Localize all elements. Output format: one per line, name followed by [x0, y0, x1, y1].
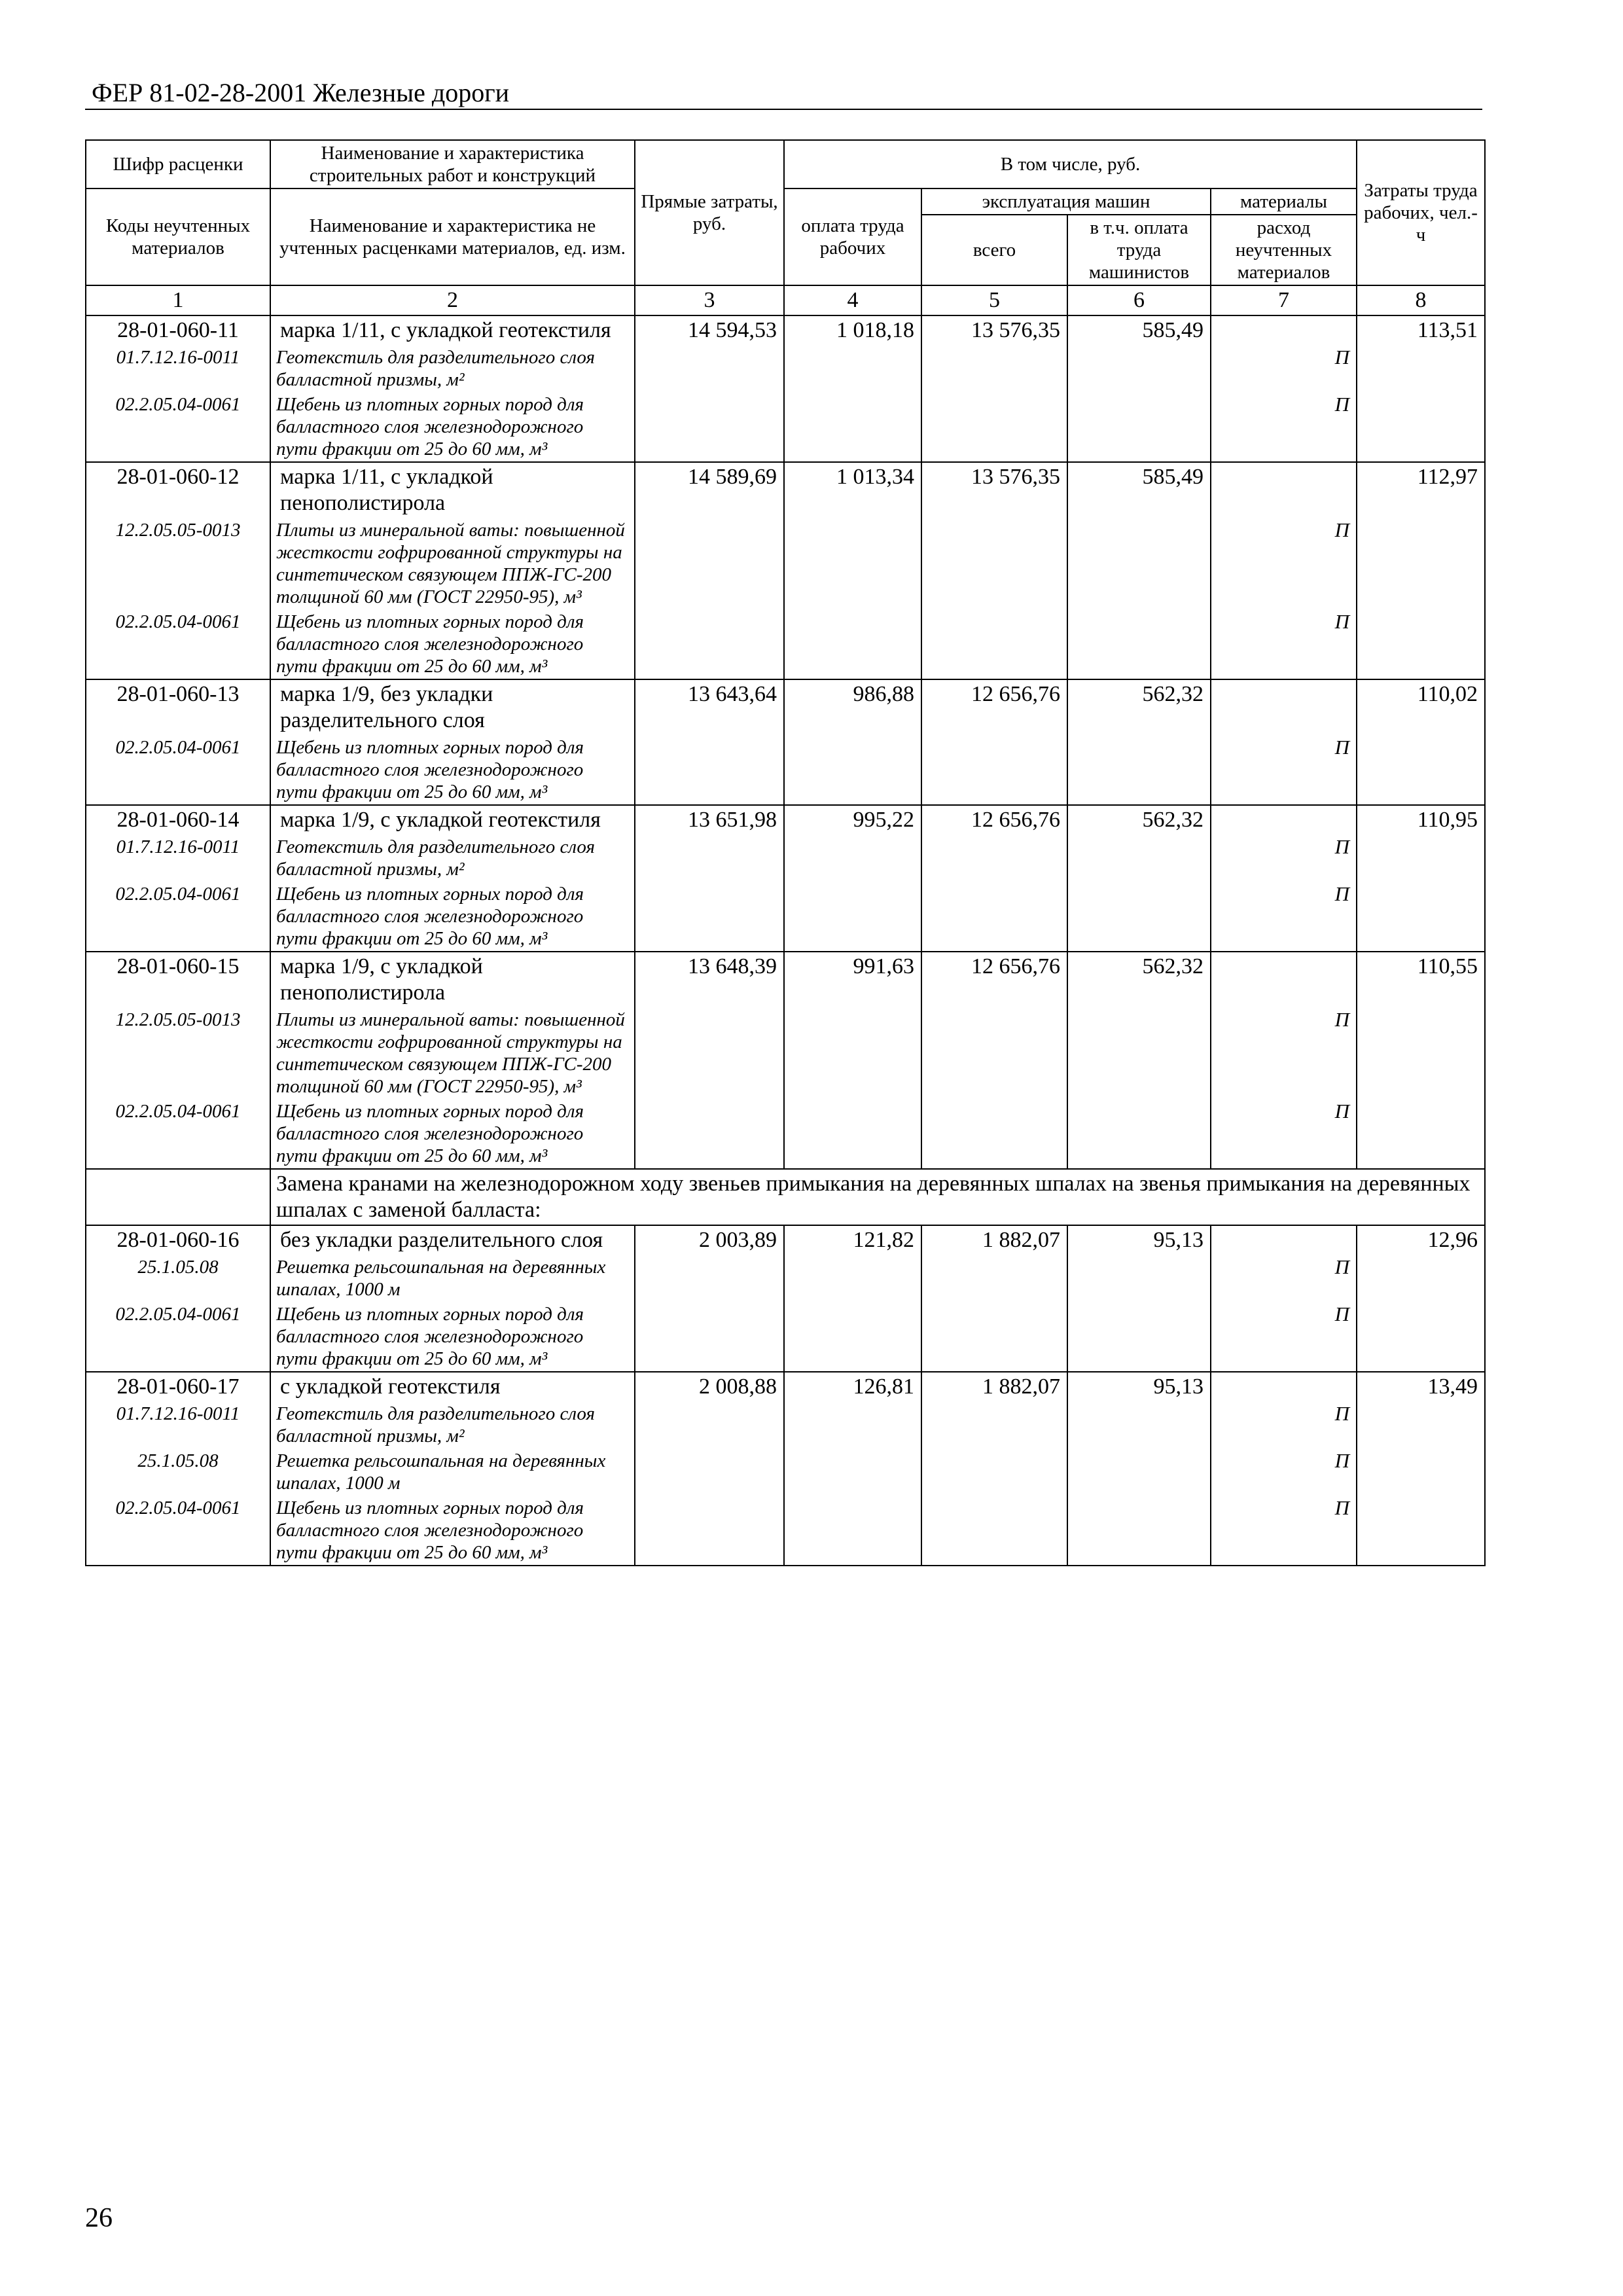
empty-cell: [921, 345, 1067, 392]
empty-cell: [635, 882, 784, 952]
machinist-wage: 562,32: [1067, 679, 1211, 735]
wage-cost: 991,63: [784, 952, 921, 1007]
material-row: [86, 1401, 1485, 1448]
empty-cell: [1357, 1007, 1485, 1099]
wage-cost: 126,81: [784, 1372, 921, 1401]
empty-cell: [635, 1302, 784, 1372]
empty-cell: [1357, 1255, 1485, 1302]
material-name: Геотекстиль для разделительного слоя балластной призмы, м²: [270, 1401, 635, 1448]
empty-cell: [635, 1448, 784, 1496]
empty-cell: [1357, 1448, 1485, 1496]
header-materials-consumption: расход неучтенных материалов: [1211, 215, 1357, 285]
empty-cell: [1067, 834, 1211, 882]
material-row: [86, 735, 1485, 805]
materials-cell: [1211, 952, 1357, 1007]
empty-cell: [1357, 609, 1485, 679]
material-name: Щебень из плотных горных пород для балластного слоя железнодорожного пути фракции от 25 до 60 мм, м³: [270, 392, 635, 462]
empty-cell: [921, 735, 1067, 805]
empty-cell: [1067, 1496, 1211, 1566]
empty-cell: [635, 518, 784, 609]
empty-cell: [1357, 882, 1485, 952]
rate-name: без укладки разделительного слоя: [270, 1225, 635, 1255]
machine-cost: 12 656,76: [921, 952, 1067, 1007]
materials-cell: [1211, 1372, 1357, 1401]
empty-cell: [784, 735, 921, 805]
rate-name: марка 1/9, без укладки разделительного слоя: [270, 679, 635, 735]
empty-cell: [784, 345, 921, 392]
column-number: 4: [784, 285, 921, 315]
machine-cost: 1 882,07: [921, 1372, 1067, 1401]
empty-cell: [635, 1255, 784, 1302]
wage-cost: 986,88: [784, 679, 921, 735]
direct-costs: 13 643,64: [635, 679, 784, 735]
rate-code: 28-01-060-11: [86, 315, 270, 345]
rate-row: [86, 952, 1485, 1007]
labor-cost: 110,55: [1357, 952, 1485, 1007]
empty-cell: [921, 1255, 1067, 1302]
machinist-wage: 95,13: [1067, 1225, 1211, 1255]
material-code: 01.7.12.16-0011: [86, 1401, 270, 1448]
column-number: 6: [1067, 285, 1211, 315]
material-code: 12.2.05.05-0013: [86, 1007, 270, 1099]
material-name: Плиты из минеральной ваты: повышенной жесткости гофрированной структуры на синтетическом связующем ППЖ-ГС-200 толщиной 60 мм (ГОСТ 22950-95), м³: [270, 1007, 635, 1099]
material-row: [86, 1099, 1485, 1169]
header-code: Шифр расценки: [86, 140, 270, 188]
material-consumption: П: [1211, 1401, 1357, 1448]
column-numbers-row: [86, 285, 1485, 315]
empty-cell: [784, 518, 921, 609]
empty-cell: [921, 834, 1067, 882]
column-number: 1: [86, 285, 270, 315]
empty-cell: [635, 1007, 784, 1099]
header-incl-wage: в т.ч. оплата труда машинистов: [1067, 215, 1211, 285]
empty-cell: [1067, 609, 1211, 679]
materials-cell: [1211, 315, 1357, 345]
material-row: [86, 609, 1485, 679]
labor-cost: 113,51: [1357, 315, 1485, 345]
column-number: 2: [270, 285, 635, 315]
empty-cell: [1357, 1302, 1485, 1372]
material-row: [86, 518, 1485, 609]
column-number: 7: [1211, 285, 1357, 315]
empty-cell: [1067, 518, 1211, 609]
empty-cell: [784, 1302, 921, 1372]
empty-cell: [1357, 1496, 1485, 1566]
empty-cell: [1067, 1448, 1211, 1496]
empty-cell: [921, 1401, 1067, 1448]
empty-cell: [921, 518, 1067, 609]
header-total: всего: [921, 215, 1067, 285]
empty-cell: [784, 882, 921, 952]
material-row: [86, 1302, 1485, 1372]
machinist-wage: 585,49: [1067, 462, 1211, 518]
empty-cell: [921, 1302, 1067, 1372]
rate-row: [86, 315, 1485, 345]
empty-cell: [1067, 1302, 1211, 1372]
empty-cell: [635, 609, 784, 679]
rate-name: с укладкой геотекстиля: [270, 1372, 635, 1401]
empty-cell: [635, 1496, 784, 1566]
material-row: [86, 1496, 1485, 1566]
material-name: Щебень из плотных горных пород для балластного слоя железнодорожного пути фракции от 25 до 60 мм, м³: [270, 609, 635, 679]
rate-code: 28-01-060-14: [86, 805, 270, 834]
materials-cell: [1211, 805, 1357, 834]
empty-cell: [1067, 1255, 1211, 1302]
material-consumption: П: [1211, 834, 1357, 882]
material-code: 02.2.05.04-0061: [86, 392, 270, 462]
materials-cell: [1211, 462, 1357, 518]
empty-cell: [1357, 1099, 1485, 1169]
material-row: [86, 1007, 1485, 1099]
empty-cell: [784, 392, 921, 462]
material-consumption: П: [1211, 882, 1357, 952]
material-consumption: П: [1211, 1099, 1357, 1169]
empty-cell: [921, 1448, 1067, 1496]
material-row: [86, 834, 1485, 882]
section-code-empty: [86, 1169, 270, 1225]
material-code: 02.2.05.04-0061: [86, 1099, 270, 1169]
material-name: Геотекстиль для разделительного слоя балластной призмы, м²: [270, 345, 635, 392]
rates-table: [85, 139, 1486, 1566]
header-wage: оплата труда рабочих: [784, 188, 921, 285]
empty-cell: [635, 392, 784, 462]
empty-cell: [1357, 392, 1485, 462]
rate-code: 28-01-060-16: [86, 1225, 270, 1255]
material-consumption: П: [1211, 392, 1357, 462]
empty-cell: [1067, 345, 1211, 392]
empty-cell: [921, 1007, 1067, 1099]
material-code: 02.2.05.04-0061: [86, 1302, 270, 1372]
material-name: Геотекстиль для разделительного слоя балластной призмы, м²: [270, 834, 635, 882]
rate-name: марка 1/9, с укладкой геотекстиля: [270, 805, 635, 834]
machinist-wage: 585,49: [1067, 315, 1211, 345]
empty-cell: [921, 392, 1067, 462]
machinist-wage: 562,32: [1067, 805, 1211, 834]
empty-cell: [1357, 735, 1485, 805]
material-code: 25.1.05.08: [86, 1448, 270, 1496]
empty-cell: [784, 1007, 921, 1099]
empty-cell: [784, 1448, 921, 1496]
rate-row: [86, 679, 1485, 735]
header-including: В том числе, руб.: [784, 140, 1357, 188]
rate-code: 28-01-060-17: [86, 1372, 270, 1401]
empty-cell: [784, 1255, 921, 1302]
labor-cost: 110,02: [1357, 679, 1485, 735]
header-missing-name: Наименование и характеристика не учтенных расценками материалов, ед. изм.: [270, 188, 635, 285]
labor-cost: 110,95: [1357, 805, 1485, 834]
wage-cost: 121,82: [784, 1225, 921, 1255]
rate-row: [86, 1225, 1485, 1255]
labor-cost: 13,49: [1357, 1372, 1485, 1401]
empty-cell: [1357, 518, 1485, 609]
header-machines: эксплуатация машин: [921, 188, 1211, 215]
machine-cost: 13 576,35: [921, 462, 1067, 518]
rate-name: марка 1/11, с укладкой геотекстиля: [270, 315, 635, 345]
direct-costs: 2 008,88: [635, 1372, 784, 1401]
machine-cost: 12 656,76: [921, 679, 1067, 735]
material-row: [86, 345, 1485, 392]
material-consumption: П: [1211, 1255, 1357, 1302]
empty-cell: [1357, 345, 1485, 392]
material-row: [86, 882, 1485, 952]
rate-code: 28-01-060-15: [86, 952, 270, 1007]
direct-costs: 14 589,69: [635, 462, 784, 518]
empty-cell: [784, 609, 921, 679]
rate-code: 28-01-060-13: [86, 679, 270, 735]
empty-cell: [921, 609, 1067, 679]
rate-row: [86, 462, 1485, 518]
column-number: 5: [921, 285, 1067, 315]
material-name: Щебень из плотных горных пород для балластного слоя железнодорожного пути фракции от 25 до 60 мм, м³: [270, 882, 635, 952]
material-name: Плиты из минеральной ваты: повышенной жесткости гофрированной структуры на синтетическом связующем ППЖ-ГС-200 толщиной 60 мм (ГОСТ 22950-95), м³: [270, 518, 635, 609]
document-header: ФЕР 81-02-28-2001 Железные дороги: [92, 78, 510, 107]
machine-cost: 1 882,07: [921, 1225, 1067, 1255]
empty-cell: [921, 1496, 1067, 1566]
material-code: 12.2.05.05-0013: [86, 518, 270, 609]
material-consumption: П: [1211, 1448, 1357, 1496]
empty-cell: [1357, 1401, 1485, 1448]
header-missing-codes: Коды неучтенных материалов: [86, 188, 270, 285]
empty-cell: [1357, 834, 1485, 882]
empty-cell: [1067, 1099, 1211, 1169]
page-number: 26: [85, 2203, 113, 2233]
material-name: Решетка рельсошпальная на деревянных шпалах, 1000 м: [270, 1255, 635, 1302]
empty-cell: [921, 1099, 1067, 1169]
empty-cell: [1067, 1401, 1211, 1448]
empty-cell: [921, 882, 1067, 952]
labor-cost: 12,96: [1357, 1225, 1485, 1255]
empty-cell: [635, 735, 784, 805]
material-name: Щебень из плотных горных пород для балластного слоя железнодорожного пути фракции от 25 до 60 мм, м³: [270, 1099, 635, 1169]
empty-cell: [635, 345, 784, 392]
material-row: [86, 392, 1485, 462]
materials-cell: [1211, 679, 1357, 735]
direct-costs: 13 651,98: [635, 805, 784, 834]
material-code: 02.2.05.04-0061: [86, 609, 270, 679]
material-row: [86, 1255, 1485, 1302]
material-row: [86, 1448, 1485, 1496]
material-name: Щебень из плотных горных пород для балластного слоя железнодорожного пути фракции от 25 до 60 мм, м³: [270, 1496, 635, 1566]
materials-cell: [1211, 1225, 1357, 1255]
machinist-wage: 562,32: [1067, 952, 1211, 1007]
material-name: Решетка рельсошпальная на деревянных шпалах, 1000 м: [270, 1448, 635, 1496]
empty-cell: [1067, 882, 1211, 952]
labor-cost: 112,97: [1357, 462, 1485, 518]
header-name: Наименование и характеристика строительных работ и конструкций: [270, 140, 635, 188]
machine-cost: 13 576,35: [921, 315, 1067, 345]
rate-name: марка 1/11, с укладкой пенополистирола: [270, 462, 635, 518]
direct-costs: 2 003,89: [635, 1225, 784, 1255]
wage-cost: 1 018,18: [784, 315, 921, 345]
header-direct: Прямые затраты, руб.: [635, 140, 784, 285]
empty-cell: [784, 1496, 921, 1566]
empty-cell: [1067, 392, 1211, 462]
empty-cell: [635, 834, 784, 882]
direct-costs: 14 594,53: [635, 315, 784, 345]
empty-cell: [784, 1099, 921, 1169]
material-consumption: П: [1211, 609, 1357, 679]
material-consumption: П: [1211, 1007, 1357, 1099]
empty-cell: [1067, 735, 1211, 805]
header-divider: [85, 109, 1482, 110]
material-name: Щебень из плотных горных пород для балластного слоя железнодорожного пути фракции от 25 до 60 мм, м³: [270, 735, 635, 805]
column-number: 8: [1357, 285, 1485, 315]
rate-name: марка 1/9, с укладкой пенополистирола: [270, 952, 635, 1007]
wage-cost: 995,22: [784, 805, 921, 834]
column-number: 3: [635, 285, 784, 315]
material-consumption: П: [1211, 518, 1357, 609]
material-code: 02.2.05.04-0061: [86, 735, 270, 805]
rate-code: 28-01-060-12: [86, 462, 270, 518]
empty-cell: [635, 1401, 784, 1448]
empty-cell: [635, 1099, 784, 1169]
material-consumption: П: [1211, 735, 1357, 805]
header-materials: материалы: [1211, 188, 1357, 215]
material-code: 01.7.12.16-0011: [86, 345, 270, 392]
rate-row: [86, 805, 1485, 834]
machine-cost: 12 656,76: [921, 805, 1067, 834]
material-code: 25.1.05.08: [86, 1255, 270, 1302]
direct-costs: 13 648,39: [635, 952, 784, 1007]
empty-cell: [784, 834, 921, 882]
material-code: 01.7.12.16-0011: [86, 834, 270, 882]
machinist-wage: 95,13: [1067, 1372, 1211, 1401]
section-row: [86, 1169, 1485, 1225]
section-title: Замена кранами на железнодорожном ходу звеньев примыкания на деревянных шпалах на звенья примыкания на деревянных шпалах с заменой балласта:: [270, 1169, 1485, 1225]
material-consumption: П: [1211, 1496, 1357, 1566]
material-code: 02.2.05.04-0061: [86, 882, 270, 952]
wage-cost: 1 013,34: [784, 462, 921, 518]
material-consumption: П: [1211, 345, 1357, 392]
rate-row: [86, 1372, 1485, 1401]
material-code: 02.2.05.04-0061: [86, 1496, 270, 1566]
empty-cell: [784, 1401, 921, 1448]
material-consumption: П: [1211, 1302, 1357, 1372]
header-labor: Затраты труда рабочих, чел.-ч: [1357, 140, 1485, 285]
material-name: Щебень из плотных горных пород для балластного слоя железнодорожного пути фракции от 25 до 60 мм, м³: [270, 1302, 635, 1372]
empty-cell: [1067, 1007, 1211, 1099]
